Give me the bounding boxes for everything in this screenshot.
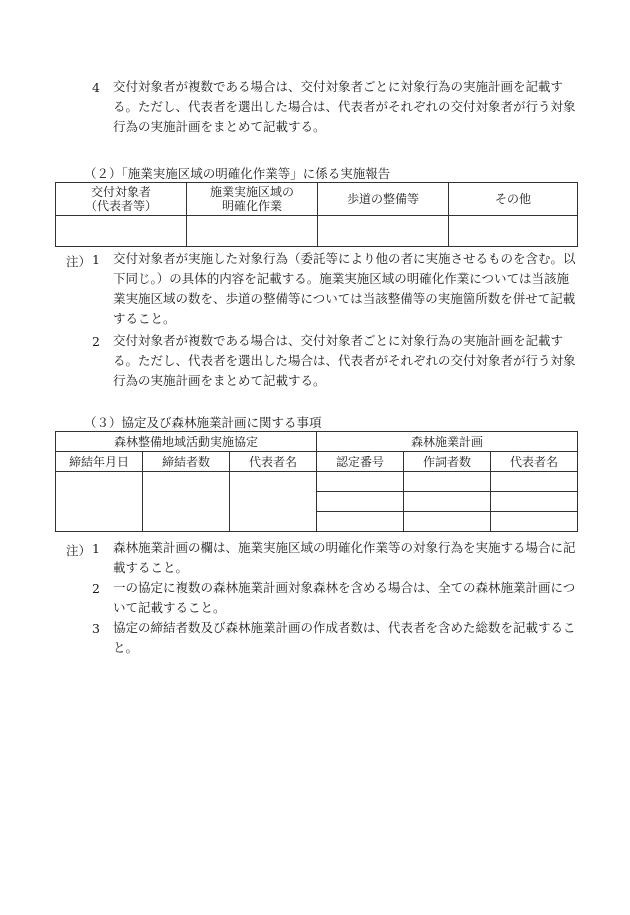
note-text: 森林施業計画の欄は、施業実施区域の明確化作業等の対象行為を実施する場合に記載すること。 bbox=[113, 540, 576, 575]
table-cell[interactable] bbox=[230, 472, 317, 532]
note-number: 2 bbox=[92, 334, 100, 349]
table-row bbox=[56, 472, 578, 492]
notes-label: 注） bbox=[66, 543, 92, 558]
table-cell[interactable] bbox=[491, 492, 578, 512]
note-number: 1 bbox=[92, 541, 100, 556]
implementation-report-table bbox=[55, 182, 578, 247]
note-number: 4 bbox=[92, 80, 100, 95]
table-cell[interactable] bbox=[56, 472, 143, 532]
note-number: 2 bbox=[92, 581, 100, 596]
note-text: 一の協定に複数の森林施業計画対象森林を含める場合は、全ての森林施業計画について記載すること。 bbox=[113, 580, 576, 615]
table-cell[interactable] bbox=[143, 472, 230, 532]
table-cell[interactable] bbox=[491, 512, 578, 532]
column-header: 締結者数 bbox=[143, 452, 230, 472]
column-header: 作詞者数 bbox=[404, 452, 491, 472]
column-header: 代表者名 bbox=[491, 452, 578, 472]
table-cell[interactable] bbox=[187, 216, 318, 247]
note-number: 1 bbox=[92, 252, 100, 267]
table-cell[interactable] bbox=[449, 216, 578, 247]
table-header-row bbox=[56, 452, 578, 472]
group-header: 森林整備地域活動実施協定 bbox=[56, 432, 317, 452]
note-text: 交付対象者が複数である場合は、交付対象者ごとに対象行為の実施計画を記載する。ただし、代表者を選出した場合は、代表者がそれぞれの交付対象者が行う対象行為の実施計画をまとめて記載する。 bbox=[113, 79, 576, 134]
column-header: 締結年月日 bbox=[56, 452, 143, 472]
table-cell[interactable] bbox=[56, 216, 187, 247]
table-header-row bbox=[56, 183, 578, 216]
table-group-header-row bbox=[56, 432, 578, 452]
column-header: 歩道の整備等 bbox=[318, 183, 449, 216]
column-header: その他 bbox=[449, 183, 578, 216]
table-row bbox=[56, 216, 578, 247]
table-cell[interactable] bbox=[317, 512, 404, 532]
group-header: 森林施業計画 bbox=[317, 432, 578, 452]
notes-label: 注） bbox=[66, 254, 92, 269]
note-number: 3 bbox=[92, 621, 100, 636]
note-text: 交付対象者が複数である場合は、交付対象者ごとに対象行為の実施計画を記載する。ただし、代表者を選出した場合は、代表者がそれぞれの交付対象者が行う対象行為の実施計画をまとめて記載する。 bbox=[113, 333, 576, 388]
table-cell[interactable] bbox=[317, 472, 404, 492]
column-header: 施業実施区域の 明確化作業 bbox=[187, 183, 318, 216]
table-cell[interactable] bbox=[491, 472, 578, 492]
table-cell[interactable] bbox=[317, 492, 404, 512]
column-header: 代表者名 bbox=[230, 452, 317, 472]
note-text: 交付対象者が実施した対象行為（委託等により他の者に実施させるものを含む。以下同じ。）の具体的内容を記載する。施業実施区域の明確化作業については当該施業実施区域の数を、歩道の整備等については当該整備等の実施箇所数を併せて記載すること。 bbox=[113, 251, 576, 326]
table-cell[interactable] bbox=[318, 216, 449, 247]
agreement-plan-table bbox=[55, 431, 578, 532]
column-header: 交付対象者 （代表者等） bbox=[56, 183, 187, 216]
column-header: 認定番号 bbox=[317, 452, 404, 472]
table-cell[interactable] bbox=[404, 472, 491, 492]
section-3-heading: （３）協定及び森林施業計画に関する事項 bbox=[84, 415, 322, 430]
table-cell[interactable] bbox=[404, 492, 491, 512]
note-text: 協定の締結者数及び森林施業計画の作成者数は、代表者を含めた総数を記載すること。 bbox=[113, 620, 576, 655]
section-2-heading: （２）「施業実施区域の明確化作業等」に係る実施報告 bbox=[84, 166, 391, 181]
table-cell[interactable] bbox=[404, 512, 491, 532]
